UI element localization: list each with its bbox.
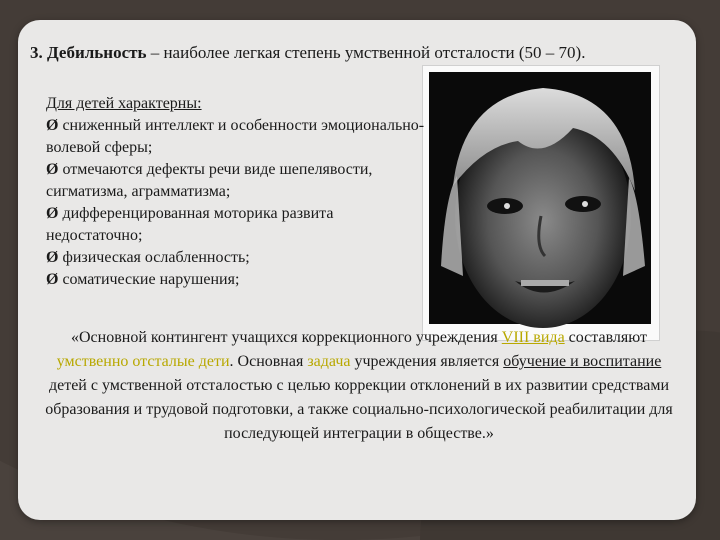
child-portrait-image	[423, 66, 659, 340]
list-item: Ø отмечаются дефекты речи виде шепелявости, сигматизма, аграмматизма;	[46, 161, 373, 200]
highlight-text: задача	[307, 353, 351, 370]
highlight-text: VIII вида	[501, 329, 565, 346]
title-definition: – наиболее легкая степень умственной отсталости (50 – 70).	[146, 43, 586, 62]
title-term: 3. Дебильность	[30, 43, 147, 62]
arrow-bullet-icon: Ø	[46, 271, 59, 288]
list-lead: Для детей характерны:	[46, 95, 202, 112]
arrow-bullet-icon: Ø	[46, 161, 59, 178]
list-item: Ø соматические нарушения;	[46, 271, 240, 288]
characteristics-list	[46, 93, 426, 291]
highlight-text: умственно отсталые дети	[56, 353, 230, 370]
slide-title	[30, 43, 700, 63]
underlined-text: обучение и воспитание	[503, 353, 662, 370]
list-item: Ø дифференцированная моторика развита недостаточно;	[46, 205, 334, 244]
arrow-bullet-icon: Ø	[46, 117, 59, 134]
quote-paragraph: «Основной контингент учащихся коррекционного учреждения VIII вида составляют умственно отсталые дети. Основная задача учреждения является обучение и воспитание детей с умственной отсталостью с целью коррекции отклонений в их развитии средствами образования и трудовой подготовки, а также социально-психологической реабилитации для последующей интеграции в обществе.»	[45, 329, 673, 442]
list-item: Ø сниженный интеллект и особенности эмоционально-волевой сферы;	[46, 117, 425, 156]
arrow-bullet-icon: Ø	[46, 249, 59, 266]
child-photo	[422, 65, 660, 341]
arrow-bullet-icon: Ø	[46, 205, 59, 222]
list-item: Ø физическая ослабленность;	[46, 249, 250, 266]
